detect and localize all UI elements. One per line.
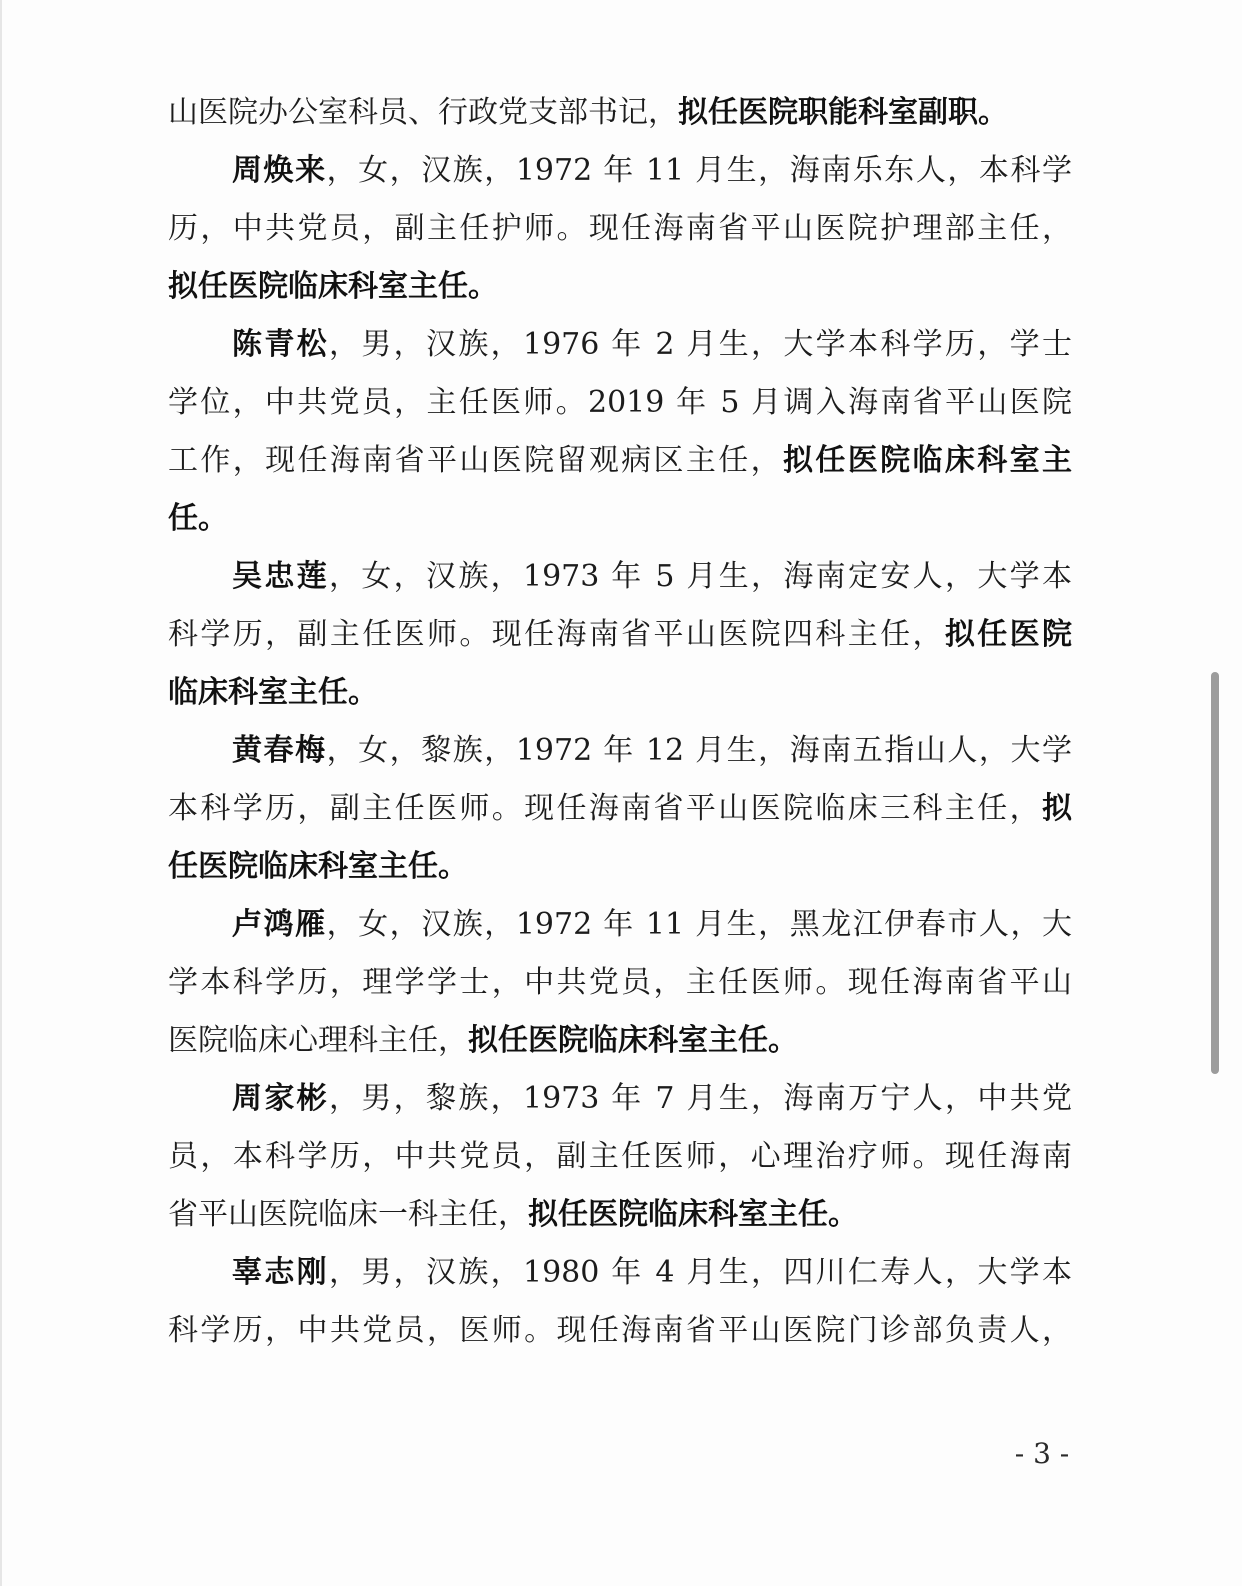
appointment-text: 拟任医院 [944,617,1072,652]
appointment-text: 任医院临床科室主任。 [168,849,468,884]
page-number: - 3 - [1014,1437,1070,1470]
text-segment: 学位，中共党员，主任医师。2019 年 5 月调入海南省平山医院 [168,385,1072,420]
text-segment: 山医院办公室科员、行政党支部书记， [168,95,678,130]
appointment-text: 拟任医院临床科室主任。 [168,269,498,304]
text-segment: ，女，汉族，1972 年 11 月生，海南乐东人，本科学 [326,153,1072,188]
text-segment: 科学历，副主任医师。现任海南省平山医院四科主任， [168,617,945,652]
text-line [168,1302,1072,1360]
text-line [168,142,1072,200]
text-line [168,954,1072,1012]
text-segment: 历，中共党员，副主任护师。现任海南省平山医院护理部主任， [168,211,1072,246]
person-name: 黄春梅 [232,733,327,768]
text-segment: 工作，现任海南省平山医院留观病区主任， [168,443,784,478]
text-segment: 学本科学历，理学学士，中共党员，主任医师。现任海南省平山 [168,965,1072,1000]
text-line [168,1070,1072,1128]
text-segment: 本科学历，副主任医师。现任海南省平山医院临床三科主任， [168,791,1042,826]
appointment-text: 临床科室主任。 [168,675,378,710]
person-name: 周家彬 [232,1081,329,1116]
text-line [168,664,1072,722]
text-line [168,896,1072,954]
text-segment: 省平山医院临床一科主任， [168,1197,528,1232]
page-edge [0,0,2,1586]
text-line [168,548,1072,606]
text-line [168,1012,1072,1070]
person-name: 周焕来 [232,153,327,188]
text-line [168,200,1072,258]
appointment-text: 拟任医院职能科室副职。 [678,95,1008,130]
text-line [168,490,1072,548]
vertical-scrollbar[interactable] [1211,672,1219,1074]
text-line [168,316,1072,374]
text-line [168,1128,1072,1186]
appointment-text: 任。 [168,501,228,536]
text-line [168,780,1072,838]
appointment-text: 拟任医院临床科室主任。 [528,1197,858,1232]
text-line [168,722,1072,780]
person-name: 陈青松 [232,327,329,362]
text-segment: 医院临床心理科主任， [168,1023,468,1058]
person-name: 辜志刚 [232,1255,329,1290]
text-line [168,1244,1072,1302]
text-segment: ，男，黎族，1973 年 7 月生，海南万宁人，中共党 [329,1081,1072,1116]
text-line [168,258,1072,316]
text-line [168,606,1072,664]
text-segment: ，男，汉族，1980 年 4 月生，四川仁寿人，大学本 [329,1255,1072,1290]
text-segment: ，女，黎族，1972 年 12 月生，海南五指山人，大学 [326,733,1072,768]
person-name: 吴忠莲 [232,559,329,594]
text-line [168,1186,1072,1244]
text-segment: ，女，汉族，1972 年 11 月生，黑龙江伊春市人，大 [326,907,1072,942]
text-segment: 员，本科学历，中共党员，副主任医师，心理治疗师。现任海南 [168,1139,1072,1174]
person-name: 卢鸿雁 [232,907,327,942]
appointment-text: 拟任医院临床科室主任。 [468,1023,798,1058]
document-body [168,84,1072,1360]
text-line [168,374,1072,432]
text-segment: ，男，汉族，1976 年 2 月生，大学本科学历，学士 [329,327,1072,362]
text-line [168,432,1072,490]
text-segment: ，女，汉族，1973 年 5 月生，海南定安人，大学本 [329,559,1072,594]
text-segment: 科学历，中共党员，医师。现任海南省平山医院门诊部负责人， [168,1313,1072,1348]
text-line [168,84,1072,142]
appointment-text: 拟任医院临床科室主 [783,443,1072,478]
appointment-text: 拟 [1042,791,1072,826]
text-line [168,838,1072,896]
